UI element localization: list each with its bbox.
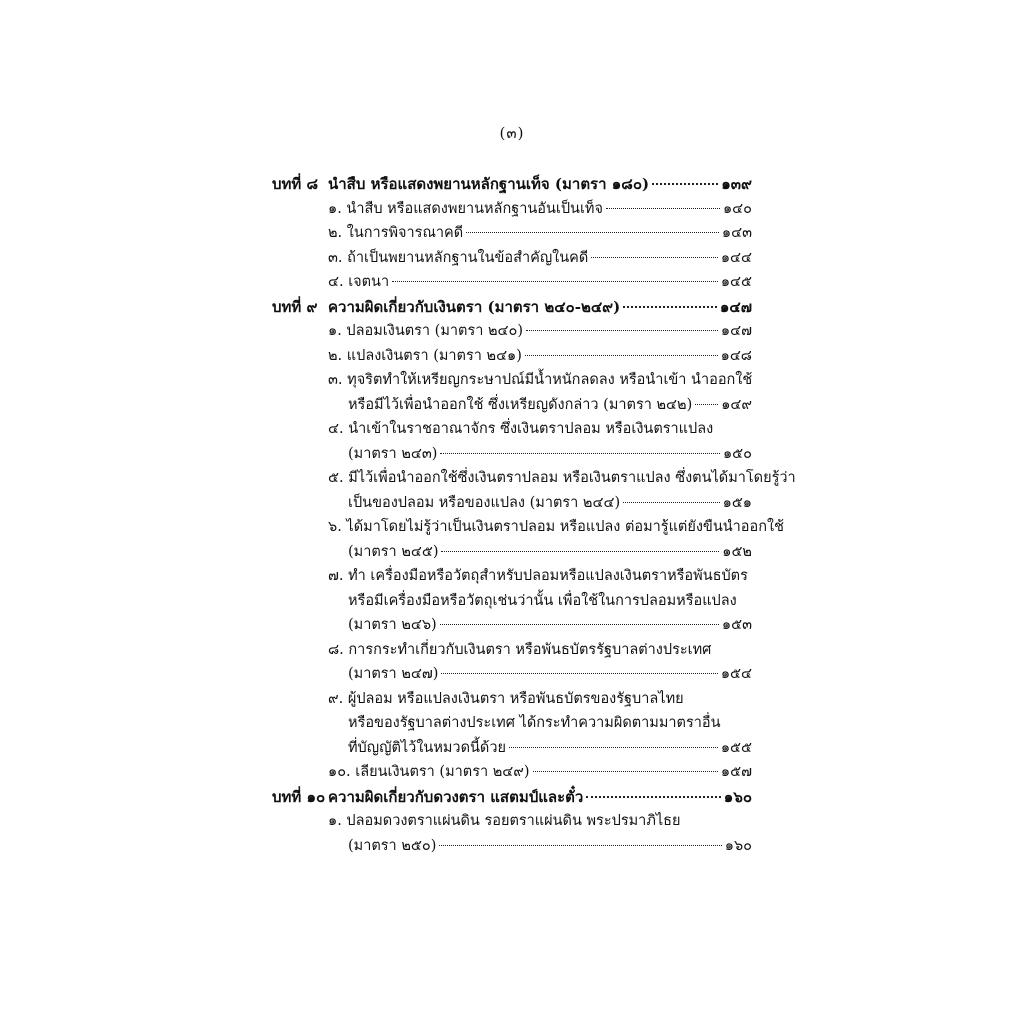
toc-entry-text	[328, 760, 530, 785]
toc-continuation-row	[272, 589, 752, 614]
dot-leader	[586, 796, 720, 798]
toc-item-row	[272, 515, 784, 540]
toc-entry-text	[348, 540, 438, 565]
toc-item-row	[272, 319, 752, 344]
entry-title: (มาตรา ๒๔๕)	[348, 543, 439, 560]
toc-continuation-row	[272, 711, 752, 736]
page-ref: ๑๖๐	[724, 837, 752, 854]
toc-item-row	[272, 344, 752, 369]
chapter-title: ความผิดเกี่ยวกับเงินตรา (มาตรา ๒๔๐-๒๔๙)	[328, 297, 621, 316]
chapter-title: ความผิดเกี่ยวกับดวงตรา แสตมป์และตั๋ว	[328, 787, 584, 806]
entry-title: ๙. ผู้ปลอม หรือแปลงเงินตรา หรือพันธบัตรของรัฐบาลไทย	[328, 690, 684, 707]
dot-leader	[466, 232, 719, 233]
dot-leader	[439, 845, 721, 846]
dot-leader	[606, 208, 720, 209]
toc-entry-text	[328, 197, 603, 222]
page-ref: ๑๔๙	[721, 396, 752, 413]
entry-title: หรือของรัฐบาลต่างประเทศ ได้กระทำความผิดตามมาตราอื่น	[348, 715, 721, 731]
dot-leader	[440, 453, 720, 454]
toc-entry-text	[328, 368, 752, 393]
toc-entry-text	[348, 491, 620, 516]
entry-title: ๑. นำสืบ หรือแสดงพยานหลักฐานอันเป็นเท็จ	[328, 200, 603, 217]
toc-continuation-row	[272, 491, 752, 516]
toc-entry-text	[348, 442, 437, 467]
toc-item-row	[272, 417, 752, 442]
page-ref: ๑๔๓	[721, 225, 752, 241]
dot-leader	[441, 673, 717, 674]
toc-entry-text	[328, 687, 684, 712]
entry-title: ๓. ทุจริตทำให้เหรียญกระษาปณ์มีน้ำหนักลดลง หรือนำเข้า นำออกใช้	[328, 372, 753, 388]
entry-title: ๕. มีไว้เพื่อนำออกใช้ซึ่งเงินตราปลอม หรือเงินตราแปลง ซึ่งตนได้มาโดยรู้ว่า	[328, 470, 796, 486]
entry-title: ๑. ปลอมดวงตราแผ่นดิน รอยตราแผ่นดิน พระปรมาภิไธย	[328, 813, 681, 829]
page-ref: ๑๕๑	[722, 494, 752, 511]
entry-title: ๔. เจตนา	[328, 274, 390, 290]
toc-item-row	[272, 197, 752, 222]
entry-title: ๑๐. เลียนเงินตรา (มาตรา ๒๔๙)	[328, 764, 530, 780]
dot-leader	[533, 771, 718, 772]
dot-leader	[623, 502, 720, 503]
dot-leader	[695, 404, 718, 405]
entry-title: หรือมีไว้เพื่อนำออกใช้ ซึ่งเหรียญดังกล่าว (มาตรา ๒๔๒)	[348, 396, 693, 413]
toc-item-row	[272, 760, 752, 785]
toc-entry-text	[328, 417, 713, 442]
toc-continuation-row	[272, 736, 752, 761]
entry-title: เป็นของปลอม หรือของแปลง (มาตรา ๒๔๔)	[348, 494, 621, 511]
toc-entry-text	[328, 638, 711, 663]
entry-title: ๘. การกระทำเกี่ยวกับเงินตรา หรือพันธบัตรรัฐบาลต่างประเทศ	[328, 641, 712, 658]
toc-item-row	[272, 270, 752, 295]
entry-title: (มาตรา ๒๕๐)	[348, 837, 437, 854]
entry-title: ๑. ปลอมเงินตรา (มาตรา ๒๔๐)	[328, 323, 524, 339]
toc-entry-text	[328, 564, 748, 589]
entry-title: (มาตรา ๒๔๖)	[348, 617, 437, 633]
toc-item-row	[272, 221, 752, 246]
dot-leader	[526, 330, 718, 331]
page-ref: ๑๕๒	[722, 543, 752, 560]
toc-entry-text	[328, 515, 784, 540]
toc-entry-text	[348, 393, 692, 418]
dot-leader	[392, 281, 718, 282]
page-ref: ๑๔๐	[722, 200, 752, 217]
toc-continuation-row	[272, 613, 752, 638]
entry-title: (มาตรา ๒๔๓)	[348, 445, 438, 462]
page-ref: ๑๕๕	[720, 739, 752, 756]
toc-entry-text	[348, 662, 438, 687]
toc-continuation-row	[272, 442, 752, 467]
toc-entry-text	[348, 711, 721, 736]
page-ref: ๑๕๓	[721, 617, 752, 633]
toc-entry-text	[328, 221, 463, 246]
entry-title: ๗. ทำ เครื่องมือหรือวัตถุสำหรับปลอมหรือแปลงเงินตราหรือพันธบัตร	[328, 568, 748, 584]
page-ref: ๑๖๐	[723, 787, 752, 806]
toc-entry-text	[328, 270, 389, 295]
page-ref: ๑๔๕	[720, 274, 752, 290]
toc-entry-text	[348, 589, 737, 614]
dot-leader	[440, 624, 719, 625]
entry-title: ๒. แปลงเงินตรา (มาตรา ๒๔๑)	[328, 347, 522, 364]
entry-title: ๔. นำเข้าในราชอาณาจักร ซึ่งเงินตราปลอม หรือเงินตราแปลง	[328, 421, 714, 437]
page-ref: ๑๕๗	[720, 764, 752, 780]
toc-chapter-row	[272, 785, 752, 810]
toc-entry-text	[328, 246, 588, 271]
page-ref: ๑๔๗	[719, 297, 752, 316]
entry-title: หรือมีเครื่องมือหรือวัตถุเช่นว่านั้น เพื่อใช้ในการปลอมหรือแปลง	[348, 592, 737, 609]
toc-item-row	[272, 246, 752, 271]
toc-entry-text	[272, 172, 649, 197]
toc-continuation-row	[272, 834, 752, 859]
toc-entry-text	[348, 613, 437, 638]
entry-title: ๓. ถ้าเป็นพยานหลักฐานในข้อสำคัญในคดี	[328, 249, 589, 266]
dot-leader	[509, 747, 718, 748]
page-ref: ๑๔๔	[720, 249, 752, 266]
page-ref: ๑๓๙	[721, 175, 752, 193]
toc-entry-text	[328, 319, 523, 344]
toc-chapter-row	[272, 295, 752, 320]
dot-leader	[652, 183, 718, 185]
toc-entry-text	[348, 736, 506, 761]
table-of-contents	[272, 172, 796, 858]
toc-entry-text	[328, 344, 522, 369]
entry-title: ๒. ในการพิจารณาคดี	[328, 225, 464, 241]
toc-entry-text	[328, 466, 796, 491]
entry-title: ที่บัญญัติไว้ในหมวดนี้ด้วย	[348, 739, 506, 756]
toc-continuation-row	[272, 393, 752, 418]
toc-item-row	[272, 466, 796, 491]
chapter-number: บทที่ ๙	[272, 297, 318, 316]
toc-entry-text	[328, 809, 681, 834]
dot-leader	[441, 551, 719, 552]
toc-continuation-row	[272, 662, 752, 687]
dot-leader	[591, 257, 718, 258]
toc-item-row	[272, 687, 752, 712]
toc-item-row	[272, 638, 752, 663]
page-ref: ๑๔๗	[720, 323, 752, 339]
toc-entry-text	[272, 295, 620, 320]
dot-leader	[623, 306, 717, 308]
toc-entry-text	[348, 834, 436, 859]
toc-continuation-row	[272, 540, 752, 565]
toc-item-row	[272, 368, 752, 393]
page-ref: ๑๕๐	[722, 445, 752, 462]
entry-title: ๖. ได้มาโดยไม่รู้ว่าเป็นเงินตราปลอม หรือแปลง ต่อมารู้แต่ยังขืนนำออกใช้	[328, 519, 784, 535]
toc-chapter-row	[272, 172, 752, 197]
entry-title: (มาตรา ๒๔๗)	[348, 666, 439, 682]
page-number: (๓)	[499, 124, 525, 142]
toc-item-row	[272, 809, 752, 834]
page-ref: ๑๔๘	[720, 347, 752, 364]
page-ref: ๑๕๔	[720, 666, 752, 682]
dot-leader	[525, 355, 718, 356]
chapter-number: บทที่ ๑๐	[272, 787, 326, 806]
toc-entry-text	[272, 785, 583, 810]
toc-item-row	[272, 564, 752, 589]
chapter-number: บทที่ ๘	[272, 175, 319, 193]
chapter-title: นำสืบ หรือแสดงพยานหลักฐานเท็จ (มาตรา ๑๘๐)	[328, 175, 650, 193]
